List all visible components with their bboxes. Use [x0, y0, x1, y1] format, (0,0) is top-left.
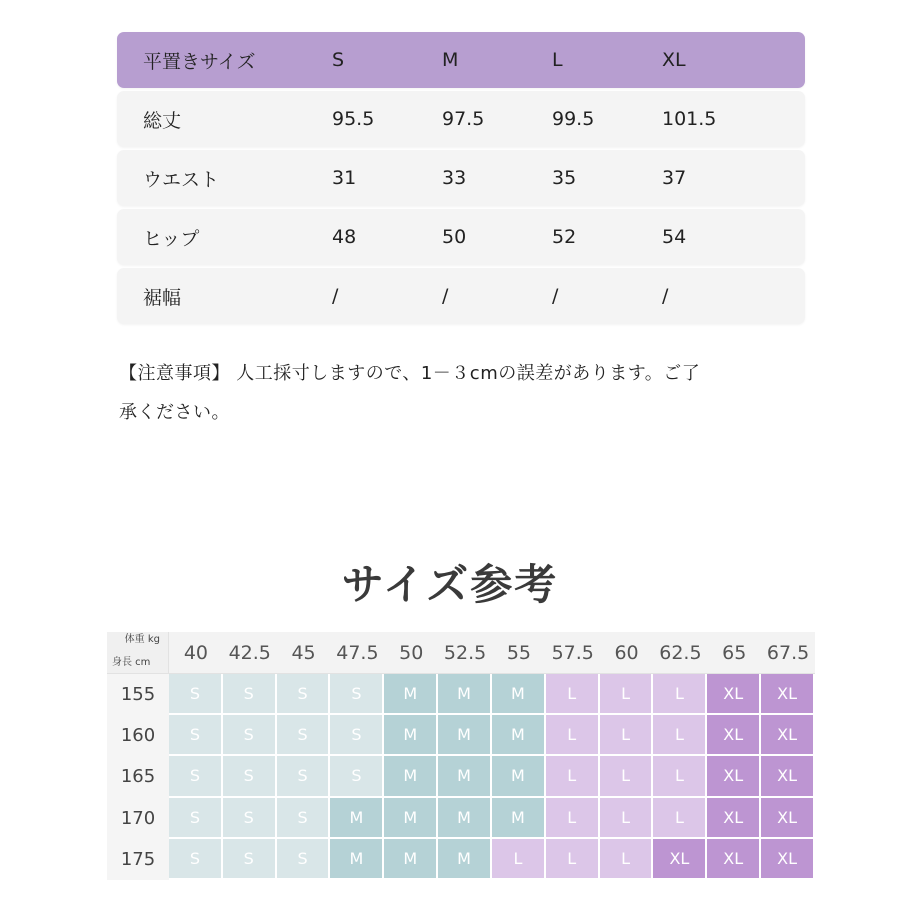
- size-grid-cell: M: [438, 839, 492, 880]
- corner-height-label: 身長 cm: [112, 657, 151, 668]
- notice-line-1: 【注意事項】 人工採寸しますので、1－３cmの誤差があります。ご了: [119, 363, 701, 384]
- table-row-total-length: [117, 91, 805, 147]
- size-grid-cell: S: [169, 798, 223, 839]
- table-cell: 48: [332, 226, 357, 248]
- size-grid-cell: S: [330, 756, 384, 797]
- corner-weight-label: 体重 kg: [124, 634, 160, 645]
- weight-header: 57.5: [546, 632, 600, 674]
- size-grid-cell: S: [223, 715, 277, 756]
- size-grid-cell: XL: [707, 674, 761, 715]
- size-reference-grid: [107, 632, 815, 880]
- size-grid-cell: M: [438, 798, 492, 839]
- table-cell: /: [552, 285, 559, 307]
- height-header: 165: [107, 756, 169, 797]
- size-grid-cell: XL: [761, 839, 815, 880]
- weight-header: 52.5: [438, 632, 492, 674]
- size-grid-cell: S: [277, 674, 331, 715]
- weight-header: 42.5: [223, 632, 277, 674]
- size-grid-cell: L: [600, 674, 654, 715]
- size-grid-cell: XL: [707, 839, 761, 880]
- size-grid-cell: M: [492, 798, 546, 839]
- size-grid-cell: S: [277, 715, 331, 756]
- size-grid-cell: S: [330, 674, 384, 715]
- table-cell: 50: [442, 226, 467, 248]
- size-header-s: S: [332, 49, 345, 71]
- size-table-header-label: 平置きサイズ: [143, 50, 256, 73]
- size-grid-cell: S: [223, 839, 277, 880]
- size-grid-cell: S: [277, 839, 331, 880]
- grid-corner-header: [107, 632, 169, 674]
- size-grid-cell: S: [223, 674, 277, 715]
- size-grid-cell: XL: [707, 756, 761, 797]
- size-reference-title: サイズ参考: [341, 560, 559, 609]
- row-label: 裾幅: [143, 286, 182, 309]
- size-grid-cell: L: [546, 674, 600, 715]
- size-grid-cell: L: [653, 756, 707, 797]
- size-header-l: L: [552, 49, 563, 71]
- size-grid-cell: L: [492, 839, 546, 880]
- weight-header: 62.5: [653, 632, 707, 674]
- notice-line-2: 承ください。: [119, 402, 230, 423]
- size-grid-cell: S: [169, 756, 223, 797]
- size-grid-cell: S: [169, 839, 223, 880]
- size-grid-cell: M: [492, 756, 546, 797]
- size-grid-cell: XL: [761, 798, 815, 839]
- table-cell: 54: [662, 226, 687, 248]
- weight-header: 55: [492, 632, 546, 674]
- size-grid-cell: L: [600, 839, 654, 880]
- table-cell: /: [442, 285, 449, 307]
- row-label: ヒップ: [143, 227, 200, 250]
- weight-header: 47.5: [330, 632, 384, 674]
- weight-header: 50: [384, 632, 438, 674]
- height-header: 160: [107, 715, 169, 756]
- size-grid-cell: M: [438, 756, 492, 797]
- table-cell: 33: [442, 167, 467, 189]
- table-cell: 95.5: [332, 108, 375, 130]
- size-measurement-table: [117, 32, 805, 327]
- size-grid-cell: L: [600, 715, 654, 756]
- table-cell: 52: [552, 226, 577, 248]
- size-grid-cell: L: [546, 756, 600, 797]
- size-grid-cell: M: [492, 715, 546, 756]
- size-grid-cell: M: [438, 715, 492, 756]
- size-grid-cell: L: [653, 674, 707, 715]
- size-grid-cell: L: [600, 798, 654, 839]
- row-label: 総丈: [143, 109, 182, 132]
- size-grid-cell: M: [384, 798, 438, 839]
- table-cell: 31: [332, 167, 357, 189]
- size-grid-cell: XL: [761, 756, 815, 797]
- table-cell: /: [662, 285, 669, 307]
- size-grid-cell: M: [330, 798, 384, 839]
- weight-header: 45: [277, 632, 331, 674]
- table-cell: 101.5: [662, 108, 717, 130]
- size-grid-cell: L: [653, 798, 707, 839]
- table-row-waist: [117, 150, 805, 206]
- size-grid-cell: L: [653, 715, 707, 756]
- size-grid-cell: M: [384, 839, 438, 880]
- size-grid-cell: XL: [653, 839, 707, 880]
- size-grid-cell: M: [384, 674, 438, 715]
- size-grid-cell: S: [169, 674, 223, 715]
- size-grid-cell: S: [223, 798, 277, 839]
- weight-header: 60: [600, 632, 654, 674]
- size-grid-cell: XL: [707, 798, 761, 839]
- table-cell: /: [332, 285, 339, 307]
- size-header-xl: XL: [662, 49, 686, 71]
- size-grid-cell: S: [330, 715, 384, 756]
- table-row-hip: [117, 209, 805, 265]
- size-grid-cell: S: [277, 756, 331, 797]
- table-cell: 37: [662, 167, 687, 189]
- table-cell: 97.5: [442, 108, 485, 130]
- size-grid-cell: L: [600, 756, 654, 797]
- measurement-notice: [119, 354, 809, 432]
- size-grid-cell: M: [330, 839, 384, 880]
- size-grid-cell: M: [438, 674, 492, 715]
- size-grid-cell: L: [546, 715, 600, 756]
- row-label: ウエスト: [143, 168, 220, 191]
- weight-header: 65: [707, 632, 761, 674]
- size-grid-cell: XL: [761, 715, 815, 756]
- size-grid-cell: S: [169, 715, 223, 756]
- size-grid-cell: L: [546, 798, 600, 839]
- size-grid-cell: S: [223, 756, 277, 797]
- size-grid-cell: M: [384, 756, 438, 797]
- weight-header: 40: [169, 632, 223, 674]
- size-grid-cell: M: [384, 715, 438, 756]
- table-row-hem-width: [117, 268, 805, 324]
- table-cell: 35: [552, 167, 577, 189]
- size-grid-cell: M: [492, 674, 546, 715]
- size-table-header-row: [117, 32, 805, 88]
- height-header: 170: [107, 798, 169, 839]
- height-header: 155: [107, 674, 169, 715]
- table-cell: 99.5: [552, 108, 595, 130]
- height-header: 175: [107, 839, 169, 880]
- size-grid-cell: S: [277, 798, 331, 839]
- size-header-m: M: [442, 49, 459, 71]
- size-grid-cell: L: [546, 839, 600, 880]
- size-grid-cell: XL: [707, 715, 761, 756]
- size-grid-cell: XL: [761, 674, 815, 715]
- weight-header: 67.5: [761, 632, 815, 674]
